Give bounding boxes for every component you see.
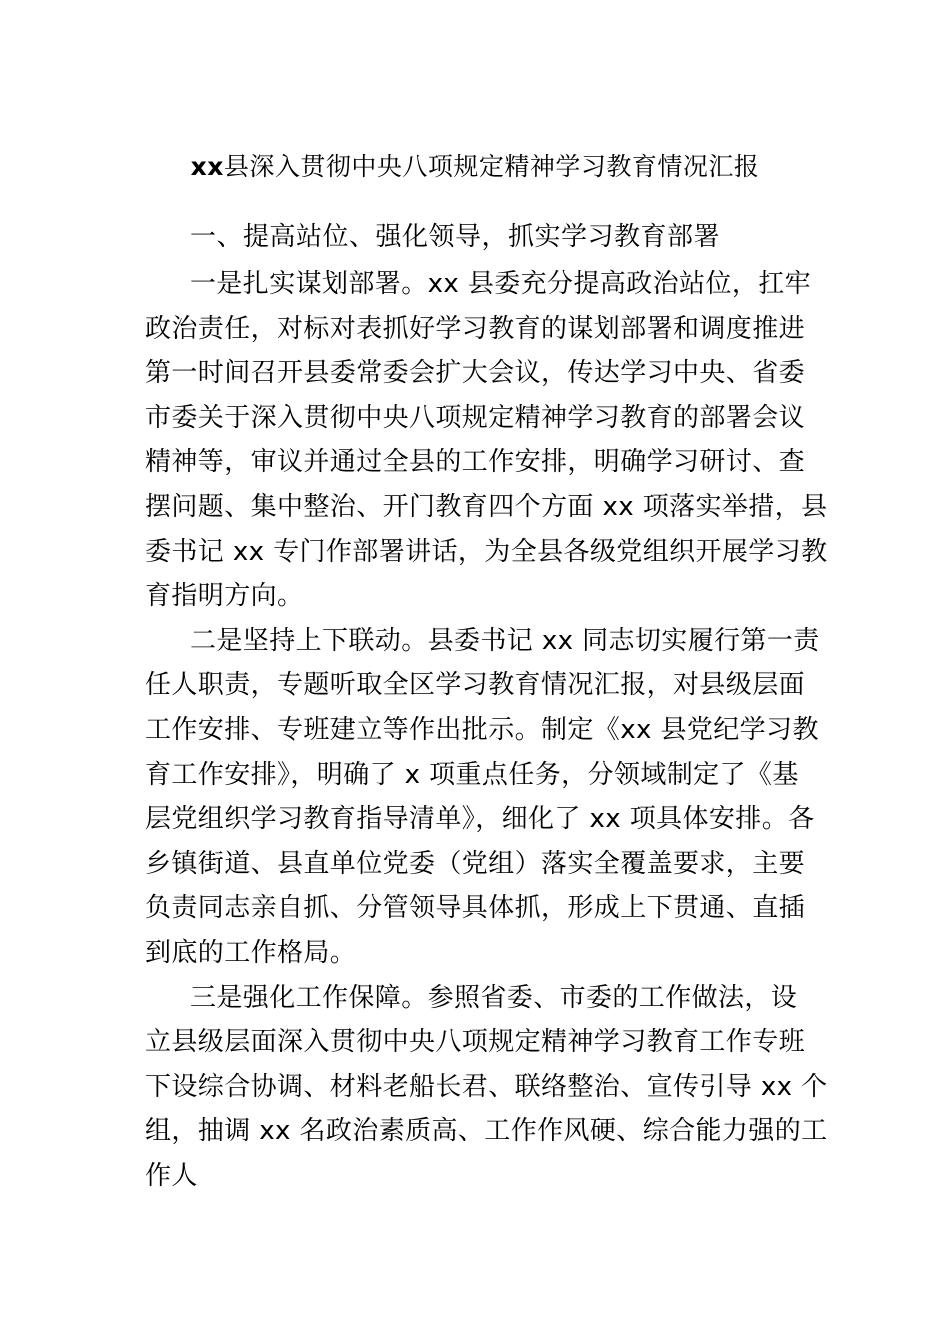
paragraph-1-line: 委书记 xx 专门作部署讲话，为全县各级党组织开展学习教 — [145, 536, 828, 567]
paragraph-2-line: 工作安排、专班建立等作出批示。制定《xx 县党纪学习教 — [145, 714, 819, 745]
paragraph-3-line: 下设综合协调、材料老船长君、联络整治、宣传引导 xx 个 — [145, 1071, 828, 1102]
paragraph-2-line: 育工作安排》，明确了 x 项重点任务，分领域制定了《基 — [145, 759, 799, 790]
section-heading-1: 一、提高站位、强化领导，抓实学习教育部署 — [190, 222, 721, 252]
document-title-text: 县深入贯彻中央八项规定精神学习教育情况汇报 — [223, 152, 760, 181]
document-title-prefix: xx — [190, 152, 224, 181]
paragraph-3-line: 三是强化工作保障。参照省委、市委的工作做法，设 — [190, 982, 798, 1013]
paragraph-2-line: 乡镇街道、县直单位党委（党组）落实全覆盖要求，主要 — [145, 848, 806, 879]
paragraph-1-line: 政治责任，对标对表抓好学习教育的谋划部署和调度推进 — [145, 313, 806, 344]
paragraph-1-line: 市委关于深入贯彻中央八项规定精神学习教育的部署会议 — [145, 402, 806, 433]
paragraph-3-line: 作人 — [145, 1160, 198, 1191]
paragraph-2-line: 负责同志亲自抓、分管领导具体抓，形成上下贯通、直插 — [145, 893, 806, 924]
paragraph-3-line: 立县级层面深入贯彻中央八项规定精神学习教育工作专班 — [145, 1027, 806, 1058]
paragraph-2-line: 二是坚持上下联动。县委书记 xx 同志切实履行第一责 — [190, 625, 820, 656]
paragraph-3-line: 组，抽调 xx 名政治素质高、工作作风硬、综合能力强的工 — [145, 1116, 828, 1147]
paragraph-2-line: 层党组织学习教育指导清单》，细化了 xx 项具体安排。各 — [145, 804, 815, 835]
paragraph-1-line: 一是扎实谋划部署。xx 县委充分提高政治站位，扛牢 — [190, 269, 812, 299]
paragraph-2-line: 任人职责，专题听取全区学习教育情况汇报，对县级层面 — [145, 670, 806, 701]
paragraph-1-line: 第一时间召开县委常委会扩大会议，传达学习中央、省委 — [145, 358, 806, 389]
paragraph-1-line: 育指明方向。 — [145, 581, 304, 612]
document-title — [0, 150, 950, 184]
paragraph-1-line: 摆问题、集中整治、开门教育四个方面 xx 项落实举措，县 — [145, 491, 828, 522]
paragraph-2-line: 到底的工作格局。 — [145, 937, 357, 968]
paragraph-1-line: 精神等，审议并通过全县的工作安排，明确学习研讨、查 — [145, 447, 806, 478]
document-body — [145, 262, 828, 1198]
